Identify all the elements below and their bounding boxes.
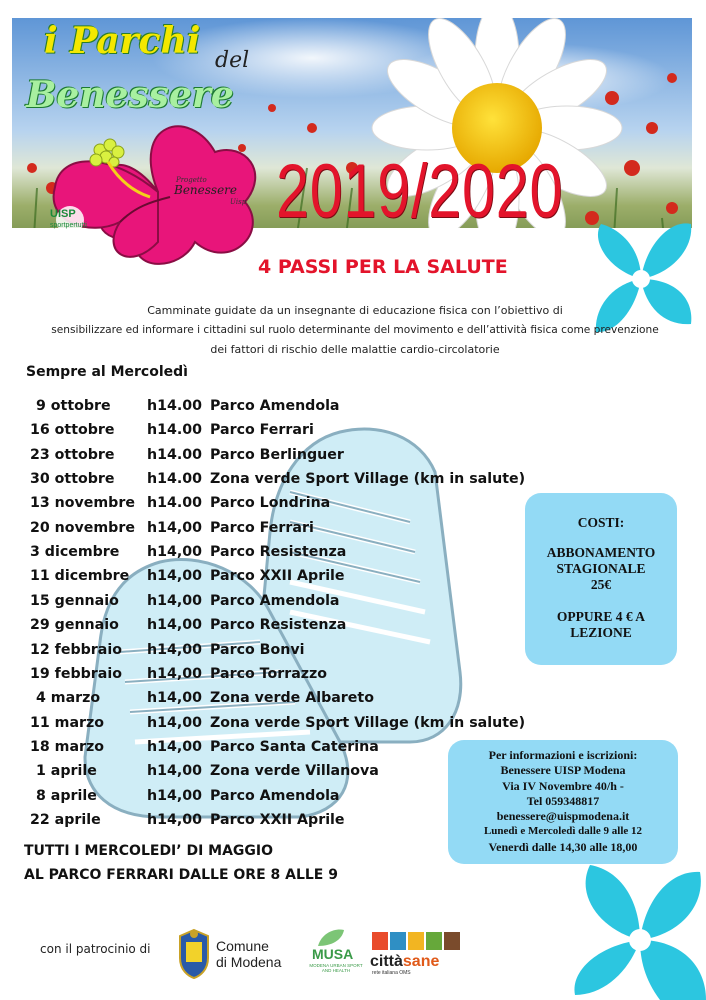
comune-crest-icon	[174, 928, 214, 980]
comune-line-1: Comune	[216, 938, 269, 954]
title-line1: i Parchi	[44, 20, 201, 62]
schedule-time: h14.00	[147, 422, 202, 439]
info-line-4: Tel 059348817	[526, 793, 600, 808]
musa-subtitle: MODENA URBAN SPORT AND HEALTH	[309, 963, 363, 973]
season-year: 2019/2020	[276, 149, 564, 234]
info-email[interactable]: benessere@uispmodena.it	[496, 809, 630, 824]
may-line-2: AL PARCO FERRARI DALLE ORE 8 ALLE 9	[24, 867, 338, 883]
schedule-time: h14.00	[147, 446, 202, 463]
schedule-date: 9 ottobre	[36, 398, 111, 414]
info-box	[448, 740, 678, 864]
schedule-place: Parco Londrina	[210, 495, 331, 512]
info-line-2: Benessere UISP Modena	[500, 763, 626, 778]
schedule-time: h14,00	[147, 592, 202, 609]
costs-line-3: 25€	[590, 577, 612, 592]
schedule-place: Parco Ferrari	[210, 422, 314, 439]
schedule-place: Zona verde Albareto	[210, 690, 374, 707]
musa-logo-text: MUSA	[312, 946, 354, 962]
schedule-date: 18 marzo	[30, 738, 105, 755]
schedule-time: h14,00	[147, 665, 202, 682]
schedule-date: 13 novembre	[30, 495, 135, 512]
schedule-date: 22 aprile	[30, 811, 101, 828]
schedule-time: h14.00	[147, 495, 202, 512]
hibiscus-logo-icon	[40, 112, 276, 276]
schedule-place: Parco Torrazzo	[210, 665, 328, 682]
patronage-label: con il patrocinio di	[40, 942, 151, 956]
schedule-time: h14,00	[147, 690, 202, 707]
title-del: del	[215, 48, 250, 73]
schedule-place: Parco XXII Aprile	[210, 811, 345, 828]
schedule-time: h14,00	[147, 738, 202, 755]
schedule-place: Parco Amendola	[210, 592, 340, 609]
schedule-date: 11 dicembre	[30, 568, 130, 585]
info-line-1: Per informazioni e iscrizioni:	[488, 748, 638, 762]
schedule-time: h14,00	[147, 763, 202, 780]
schedule-date: 30 ottobre	[30, 471, 115, 488]
intro-line-2: sensibilizzare ed informare i cittadini sul ruolo determinante del movimento e dell’attività fisica come prevenzione	[51, 324, 659, 336]
citta-sane-subtitle: rete italiana OMS	[372, 970, 411, 976]
schedule-date: 20 novembre	[30, 519, 135, 536]
schedule-date: 4 marzo	[36, 690, 101, 707]
subtitle: 4 PASSI PER LA SALUTE	[258, 256, 508, 278]
intro-line-1: Camminate guidate da un insegnante di educazione fisica con l’obiettivo di	[147, 304, 563, 317]
schedule-date: 16 ottobre	[30, 422, 115, 439]
sane-word: sane	[402, 953, 440, 970]
schedule-time: h14,00	[147, 519, 202, 536]
musa-leaf-icon	[316, 928, 346, 948]
costs-line-4: OPPURE 4 € A	[556, 609, 646, 624]
may-line-1: TUTTI I MERCOLEDI’ DI MAGGIO	[24, 843, 274, 859]
schedule-time: h14,00	[147, 641, 202, 658]
schedule-time: h14,00	[147, 568, 202, 585]
comune-logo-text	[216, 938, 281, 970]
schedule-date: 12 febbraio	[30, 641, 122, 658]
costs-line-1: ABBONAMENTO	[546, 545, 656, 560]
schedule-place: Parco Ferrari	[210, 519, 314, 536]
schedule-time: h14.00	[147, 471, 202, 488]
schedule-date: 23 ottobre	[30, 446, 115, 463]
schedule-place: Parco Amendola	[210, 787, 340, 804]
cyan-flower-bottom-icon	[560, 860, 706, 1000]
logo-small-text: Progetto	[176, 176, 207, 184]
schedule-time: h14,00	[147, 714, 202, 731]
schedule-date: 3 dicembre	[30, 544, 120, 561]
title-line2: Benessere	[26, 74, 234, 116]
costs-line-5: LEZIONE	[570, 625, 632, 640]
schedule-place: Parco Bonvi	[210, 641, 305, 658]
schedule-date: 29 gennaio	[30, 617, 119, 634]
logo-main-text: Benessere	[174, 183, 238, 197]
intro-line-3: dei fattori di rischio delle malattie cardio-circolatorie	[210, 343, 500, 356]
schedule-place: Parco Berlinguer	[210, 446, 344, 463]
schedule-time: h14.00	[147, 398, 202, 414]
schedule-time: h14,00	[147, 787, 202, 804]
schedule-heading: Sempre al Mercoledì	[26, 364, 188, 380]
info-line-3: Via IV Novembre 40/h -	[502, 778, 624, 793]
schedule-time: h14,00	[147, 544, 202, 561]
comune-line-2: di Modena	[216, 954, 282, 970]
schedule-place: Parco Resistenza	[210, 544, 347, 561]
info-line-6: Lunedì e Mercoledì dalle 9 alle 12	[483, 825, 643, 838]
schedule-date: 1 aprile	[36, 763, 97, 780]
schedule-place: Parco Santa Caterina	[210, 738, 379, 755]
schedule-date: 8 aprile	[36, 787, 97, 804]
uisp-logo: UISP	[50, 208, 76, 220]
citta-sane-logo	[370, 953, 439, 971]
costs-box	[525, 493, 677, 665]
schedule-date: 15 gennaio	[30, 592, 119, 609]
uisp-tagline: sportpertutti	[50, 222, 87, 229]
schedule-date: 19 febbraio	[30, 665, 122, 682]
schedule-place: Zona verde Villanova	[210, 763, 379, 780]
costs-title: COSTI:	[577, 515, 625, 530]
schedule-place: Parco Amendola	[210, 398, 340, 414]
logo-sub-text: Uisp	[230, 198, 247, 206]
schedule-place: Parco XXII Aprile	[210, 568, 345, 585]
schedule-time: h14,00	[147, 811, 202, 828]
schedule-date: 11 marzo	[30, 714, 105, 731]
schedule-place: Parco Resistenza	[210, 617, 347, 634]
schedule-place: Zona verde Sport Village (km in salute)	[210, 471, 526, 488]
costs-line-2: STAGIONALE	[556, 561, 646, 576]
info-line-7: Venerdì dalle 14,30 alle 18,00	[488, 839, 638, 854]
schedule-time: h14,00	[147, 617, 202, 634]
schedule-place: Zona verde Sport Village (km in salute)	[210, 714, 526, 731]
citta-sane-icon	[372, 930, 462, 952]
citta-word: città	[370, 953, 403, 970]
